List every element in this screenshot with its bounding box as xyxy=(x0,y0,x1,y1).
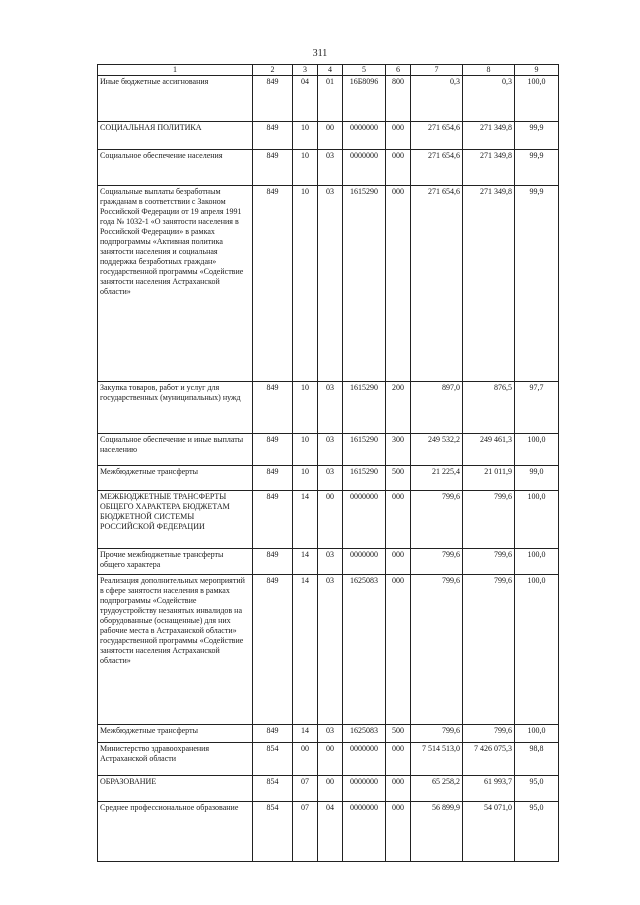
cell-executed: 876,5 xyxy=(463,382,515,434)
cell-percent: 95,0 xyxy=(515,802,559,862)
cell-expense-type: 200 xyxy=(386,382,411,434)
table-row xyxy=(98,122,559,150)
column-header: 3 xyxy=(293,65,318,76)
cell-expense-type: 000 xyxy=(386,743,411,776)
cell-approved: 271 654,6 xyxy=(411,122,463,150)
row-name: Иные бюджетные ассигнования xyxy=(98,76,253,122)
row-name: Прочие межбюджетные трансферты общего характера xyxy=(98,549,253,575)
cell-expense-type: 000 xyxy=(386,186,411,382)
budget-table xyxy=(97,64,559,862)
row-name: Министерство здравоохранения Астраханской области xyxy=(98,743,253,776)
cell-approved: 249 532,2 xyxy=(411,434,463,466)
table-row xyxy=(98,76,559,122)
cell-ministry-code: 854 xyxy=(253,776,293,802)
table-row xyxy=(98,575,559,725)
cell-approved: 0,3 xyxy=(411,76,463,122)
cell-target-article: 1615290 xyxy=(343,434,386,466)
cell-percent: 99,9 xyxy=(515,122,559,150)
cell-executed: 799,6 xyxy=(463,491,515,549)
column-header: 7 xyxy=(411,65,463,76)
cell-approved: 56 899,9 xyxy=(411,802,463,862)
table-row xyxy=(98,466,559,491)
row-name: Среднее профессиональное образование xyxy=(98,802,253,862)
cell-executed: 61 993,7 xyxy=(463,776,515,802)
cell-section: 10 xyxy=(293,434,318,466)
cell-ministry-code: 849 xyxy=(253,150,293,186)
cell-section: 07 xyxy=(293,776,318,802)
cell-percent: 95,0 xyxy=(515,776,559,802)
row-name: Межбюджетные трансферты xyxy=(98,725,253,743)
column-number-row xyxy=(98,65,559,76)
cell-approved: 65 258,2 xyxy=(411,776,463,802)
cell-section: 14 xyxy=(293,575,318,725)
cell-section: 04 xyxy=(293,76,318,122)
cell-subsection: 03 xyxy=(318,466,343,491)
cell-target-article: 0000000 xyxy=(343,776,386,802)
table-row xyxy=(98,725,559,743)
cell-section: 10 xyxy=(293,382,318,434)
cell-percent: 99,9 xyxy=(515,186,559,382)
cell-ministry-code: 849 xyxy=(253,122,293,150)
cell-subsection: 03 xyxy=(318,549,343,575)
row-name: ОБРАЗОВАНИЕ xyxy=(98,776,253,802)
cell-expense-type: 000 xyxy=(386,491,411,549)
cell-target-article: 0000000 xyxy=(343,150,386,186)
cell-expense-type: 000 xyxy=(386,549,411,575)
cell-ministry-code: 849 xyxy=(253,382,293,434)
cell-target-article: 1615290 xyxy=(343,466,386,491)
cell-percent: 98,8 xyxy=(515,743,559,776)
cell-target-article: 1625083 xyxy=(343,575,386,725)
table-row xyxy=(98,434,559,466)
cell-executed: 799,6 xyxy=(463,549,515,575)
cell-executed: 271 349,8 xyxy=(463,150,515,186)
cell-subsection: 00 xyxy=(318,491,343,549)
column-header: 8 xyxy=(463,65,515,76)
table-row xyxy=(98,186,559,382)
cell-target-article: 0000000 xyxy=(343,549,386,575)
table-row xyxy=(98,150,559,186)
row-name: МЕЖБЮДЖЕТНЫЕ ТРАНСФЕРТЫ ОБЩЕГО ХАРАКТЕРА БЮДЖЕТАМ БЮДЖЕТНОЙ СИСТЕМЫ РОССИЙСКОЙ ФЕДЕРАЦИИ xyxy=(98,491,253,549)
cell-subsection: 03 xyxy=(318,575,343,725)
cell-executed: 7 426 075,3 xyxy=(463,743,515,776)
cell-section: 10 xyxy=(293,150,318,186)
cell-subsection: 00 xyxy=(318,776,343,802)
cell-section: 14 xyxy=(293,491,318,549)
cell-percent: 100,0 xyxy=(515,76,559,122)
cell-subsection: 03 xyxy=(318,725,343,743)
cell-executed: 271 349,8 xyxy=(463,122,515,150)
cell-target-article: 0000000 xyxy=(343,491,386,549)
table-row xyxy=(98,743,559,776)
cell-expense-type: 000 xyxy=(386,150,411,186)
column-header: 4 xyxy=(318,65,343,76)
cell-subsection: 00 xyxy=(318,122,343,150)
cell-ministry-code: 849 xyxy=(253,434,293,466)
cell-subsection: 03 xyxy=(318,382,343,434)
column-header: 2 xyxy=(253,65,293,76)
cell-expense-type: 500 xyxy=(386,725,411,743)
cell-executed: 0,3 xyxy=(463,76,515,122)
table-row xyxy=(98,776,559,802)
cell-subsection: 00 xyxy=(318,743,343,776)
cell-percent: 100,0 xyxy=(515,434,559,466)
cell-target-article: 1625083 xyxy=(343,725,386,743)
cell-subsection: 04 xyxy=(318,802,343,862)
cell-section: 00 xyxy=(293,743,318,776)
cell-executed: 54 071,0 xyxy=(463,802,515,862)
cell-approved: 799,6 xyxy=(411,575,463,725)
cell-percent: 100,0 xyxy=(515,725,559,743)
table-row xyxy=(98,802,559,862)
row-name: Социальные выплаты безработным гражданам в соответствии с Законом Российской Федерации от 19 апреля 1991 года № 1032-1 «О занятости населения в Российской Федерации» в рамках подпрограммы «Активная политика занятости населения и социальная поддержка безработных граждан» государственной программы «Содействие занятости населения Астраханской области» xyxy=(98,186,253,382)
row-name: Социальное обеспечение населения xyxy=(98,150,253,186)
page-number: 311 xyxy=(312,48,328,59)
cell-expense-type: 300 xyxy=(386,434,411,466)
cell-section: 10 xyxy=(293,466,318,491)
cell-expense-type: 800 xyxy=(386,76,411,122)
cell-percent: 100,0 xyxy=(515,491,559,549)
cell-subsection: 03 xyxy=(318,150,343,186)
cell-percent: 97,7 xyxy=(515,382,559,434)
cell-approved: 799,6 xyxy=(411,549,463,575)
row-name: Межбюджетные трансферты xyxy=(98,466,253,491)
cell-ministry-code: 849 xyxy=(253,466,293,491)
cell-executed: 799,6 xyxy=(463,575,515,725)
cell-expense-type: 000 xyxy=(386,802,411,862)
cell-section: 10 xyxy=(293,186,318,382)
cell-approved: 271 654,6 xyxy=(411,150,463,186)
cell-subsection: 03 xyxy=(318,434,343,466)
row-name: Закупка товаров, работ и услуг для государственных (муниципальных) нужд xyxy=(98,382,253,434)
cell-target-article: 0000000 xyxy=(343,743,386,776)
column-header: 5 xyxy=(343,65,386,76)
cell-executed: 271 349,8 xyxy=(463,186,515,382)
cell-ministry-code: 854 xyxy=(253,743,293,776)
cell-executed: 799,6 xyxy=(463,725,515,743)
table-row xyxy=(98,549,559,575)
cell-subsection: 03 xyxy=(318,186,343,382)
row-name: СОЦИАЛЬНАЯ ПОЛИТИКА xyxy=(98,122,253,150)
column-header: 6 xyxy=(386,65,411,76)
cell-approved: 799,6 xyxy=(411,491,463,549)
cell-target-article: 0000000 xyxy=(343,802,386,862)
cell-percent: 100,0 xyxy=(515,575,559,725)
cell-executed: 21 011,9 xyxy=(463,466,515,491)
cell-target-article: 16Б8096 xyxy=(343,76,386,122)
cell-approved: 897,0 xyxy=(411,382,463,434)
cell-expense-type: 000 xyxy=(386,575,411,725)
cell-section: 14 xyxy=(293,725,318,743)
cell-ministry-code: 849 xyxy=(253,491,293,549)
cell-expense-type: 500 xyxy=(386,466,411,491)
cell-target-article: 1615290 xyxy=(343,382,386,434)
cell-ministry-code: 849 xyxy=(253,725,293,743)
cell-section: 10 xyxy=(293,122,318,150)
cell-target-article: 0000000 xyxy=(343,122,386,150)
row-name: Реализация дополнительных мероприятий в сфере занятости населения в рамках подпрограммы «Содействие трудоустройству незанятых инвалидов на оборудованные (оснащенные) для них рабочие места в Астраханской области» государственной программы «Содействие занятости населения Астраханской области» xyxy=(98,575,253,725)
cell-approved: 799,6 xyxy=(411,725,463,743)
column-header: 9 xyxy=(515,65,559,76)
cell-expense-type: 000 xyxy=(386,776,411,802)
cell-section: 07 xyxy=(293,802,318,862)
column-header: 1 xyxy=(98,65,253,76)
cell-ministry-code: 849 xyxy=(253,186,293,382)
table-row xyxy=(98,382,559,434)
cell-expense-type: 000 xyxy=(386,122,411,150)
cell-section: 14 xyxy=(293,549,318,575)
cell-approved: 7 514 513,0 xyxy=(411,743,463,776)
cell-percent: 99,9 xyxy=(515,150,559,186)
cell-ministry-code: 849 xyxy=(253,549,293,575)
cell-percent: 100,0 xyxy=(515,549,559,575)
cell-ministry-code: 854 xyxy=(253,802,293,862)
cell-target-article: 1615290 xyxy=(343,186,386,382)
cell-ministry-code: 849 xyxy=(253,76,293,122)
cell-percent: 99,0 xyxy=(515,466,559,491)
table-row xyxy=(98,491,559,549)
cell-approved: 21 225,4 xyxy=(411,466,463,491)
cell-executed: 249 461,3 xyxy=(463,434,515,466)
cell-subsection: 01 xyxy=(318,76,343,122)
cell-ministry-code: 849 xyxy=(253,575,293,725)
cell-approved: 271 654,6 xyxy=(411,186,463,382)
row-name: Социальное обеспечение и иные выплаты населению xyxy=(98,434,253,466)
